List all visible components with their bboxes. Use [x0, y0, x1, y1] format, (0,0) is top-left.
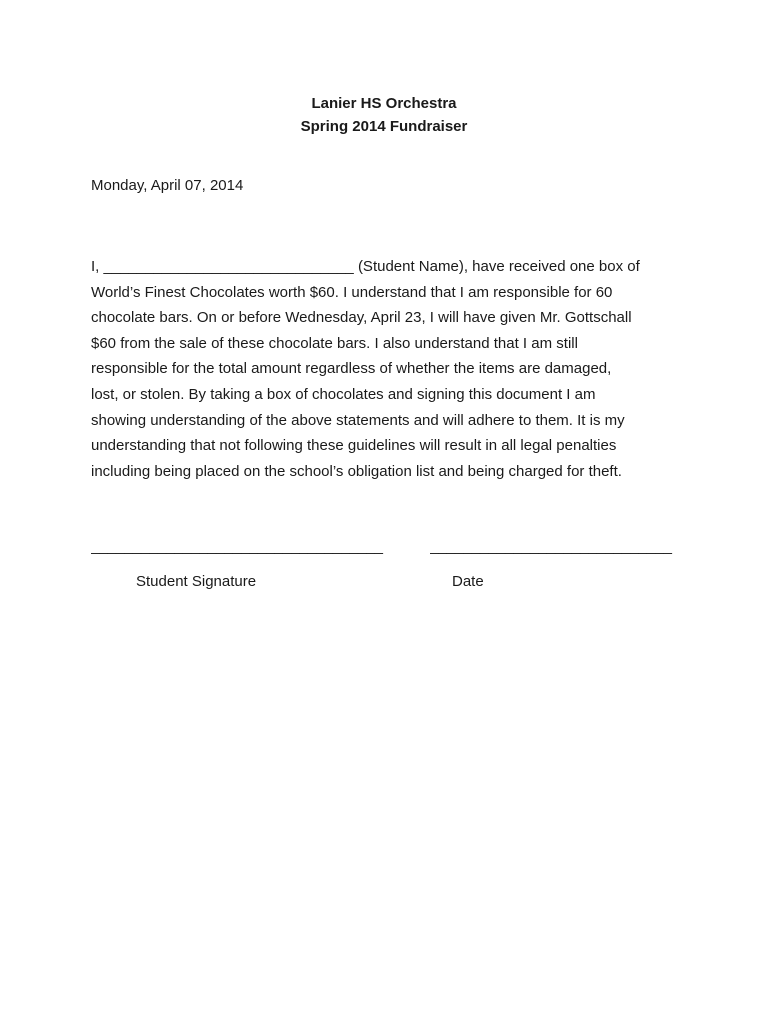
- agreement-line: including being placed on the school’s obligation list and being charged for theft.: [91, 462, 622, 480]
- agreement-line: $60 from the sale of these chocolate bars. I also understand that I am still: [91, 334, 578, 352]
- agreement-line: responsible for the total amount regardless of whether the items are damaged,: [91, 360, 612, 378]
- date-label: Date: [452, 573, 484, 590]
- agreement-line: lost, or stolen. By taking a box of chocolates and signing this document I am: [91, 385, 596, 403]
- student-signature-line: ___________________________________: [91, 538, 383, 555]
- agreement-line: World’s Finest Chocolates worth $60. I understand that I am responsible for 60: [91, 283, 613, 301]
- agreement-paragraph: [91, 254, 691, 484]
- document-subtitle: Spring 2014 Fundraiser: [300, 118, 468, 135]
- agreement-line: understanding that not following these guidelines will result in all legal penalties: [91, 437, 617, 455]
- date-signature-line: _____________________________: [430, 538, 672, 555]
- agreement-line: showing understanding of the above statements and will adhere to them. It is my: [91, 411, 625, 429]
- document-title: Lanier HS Orchestra: [311, 95, 457, 112]
- document-date: Monday, April 07, 2014: [91, 177, 244, 194]
- agreement-line: I, ______________________________ (Student Name), have received one box of: [91, 258, 640, 275]
- agreement-line: chocolate bars. On or before Wednesday, April 23, I will have given Mr. Gottschall: [91, 309, 632, 327]
- student-signature-label: Student Signature: [136, 573, 257, 590]
